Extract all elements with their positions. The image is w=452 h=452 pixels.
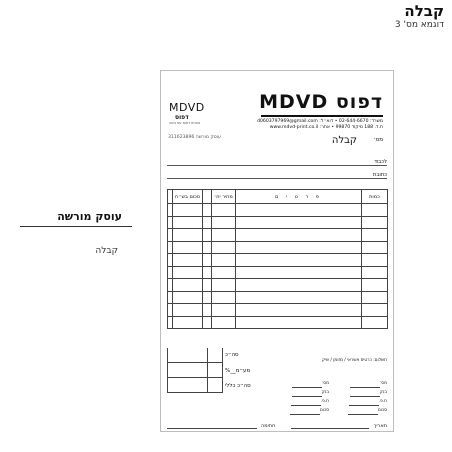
table-cell bbox=[212, 291, 236, 304]
sidebar-heading[interactable]: עוסק מורשה bbox=[57, 210, 122, 223]
contact-line-2: ת.ד. 188 מיקוד 99870 • אתר: www.mdvd-print.co.il bbox=[269, 125, 383, 130]
table-cell bbox=[173, 241, 203, 254]
table-cell bbox=[236, 266, 362, 279]
table-row bbox=[168, 279, 388, 292]
table-cell bbox=[173, 304, 203, 317]
table-cell bbox=[212, 216, 236, 229]
payment-field-label: מס׳ bbox=[379, 381, 387, 386]
payment-row bbox=[267, 378, 387, 395]
table-row bbox=[168, 204, 388, 217]
table-cell bbox=[173, 279, 203, 292]
table-row bbox=[168, 266, 388, 279]
payment-field-label: בנק bbox=[379, 390, 387, 395]
table-cell bbox=[168, 241, 173, 254]
table-cell bbox=[236, 254, 362, 267]
table-cell bbox=[212, 254, 236, 267]
payment-field-label: סכום bbox=[377, 408, 387, 413]
col-amount: סכום בש״ח bbox=[173, 190, 203, 204]
table-row bbox=[168, 304, 388, 317]
table-cell bbox=[203, 241, 212, 254]
brand-underline bbox=[261, 115, 383, 117]
table-row bbox=[168, 254, 388, 267]
payment-row bbox=[267, 369, 387, 386]
table-row bbox=[168, 229, 388, 242]
payment-field-label: סכום bbox=[319, 408, 329, 413]
total-label: סה״כ bbox=[225, 352, 239, 358]
col-amount-agorot bbox=[168, 190, 173, 204]
table-row bbox=[168, 216, 388, 229]
payment-heading: תשלום: כרטיס אשראי / מזומן / שיק bbox=[322, 358, 387, 363]
table-cell bbox=[173, 254, 203, 267]
table-cell bbox=[362, 241, 388, 254]
signature-line bbox=[167, 428, 257, 429]
table-cell bbox=[212, 266, 236, 279]
table-cell bbox=[173, 216, 203, 229]
document-number-label: מס׳ bbox=[373, 137, 383, 143]
table-cell bbox=[203, 204, 212, 217]
logo-sub: דפוס bbox=[175, 114, 189, 121]
table-cell bbox=[168, 266, 173, 279]
table-cell bbox=[212, 229, 236, 242]
payment-field-label: ת.פ. bbox=[320, 399, 329, 404]
table-cell bbox=[236, 316, 362, 329]
receipt-sheet bbox=[160, 70, 394, 432]
table-cell bbox=[212, 279, 236, 292]
address-line bbox=[167, 178, 387, 179]
payment-field-blank bbox=[348, 409, 378, 415]
col-unit-price: מחיר יח׳ bbox=[212, 190, 236, 204]
col-quantity: כמות bbox=[362, 190, 388, 204]
table-cell bbox=[168, 291, 173, 304]
table-cell bbox=[362, 216, 388, 229]
table-cell bbox=[212, 304, 236, 317]
page-title: קבלה bbox=[404, 2, 444, 20]
totals-box bbox=[167, 348, 223, 393]
logo-tagline: נותנים דפוס עם גישה bbox=[169, 121, 201, 125]
table-cell bbox=[362, 229, 388, 242]
table-cell bbox=[173, 229, 203, 242]
payment-field-label: ת.פ. bbox=[378, 399, 387, 404]
table-cell bbox=[236, 241, 362, 254]
table-cell bbox=[173, 266, 203, 279]
table-cell bbox=[236, 304, 362, 317]
col-agorot bbox=[203, 190, 212, 204]
table-cell bbox=[362, 254, 388, 267]
table-cell bbox=[236, 279, 362, 292]
table-cell bbox=[173, 204, 203, 217]
registration-number: עוסק מורשה 311623896 bbox=[168, 135, 221, 140]
table-cell bbox=[212, 204, 236, 217]
table-cell bbox=[203, 216, 212, 229]
table-cell bbox=[212, 316, 236, 329]
to-label: לכבוד bbox=[374, 159, 387, 165]
table-cell bbox=[168, 279, 173, 292]
table-cell bbox=[203, 254, 212, 267]
table-cell bbox=[203, 316, 212, 329]
table-cell bbox=[203, 291, 212, 304]
grand-total-label: סה״כ כללי bbox=[225, 383, 251, 389]
table-cell bbox=[362, 316, 388, 329]
page-subtitle: דוגמא מס' 3 bbox=[394, 20, 444, 30]
payment-row bbox=[267, 396, 387, 413]
table-cell bbox=[362, 204, 388, 217]
payment-field-label: בנק bbox=[321, 390, 329, 395]
table-cell bbox=[362, 279, 388, 292]
table-cell bbox=[203, 279, 212, 292]
table-cell bbox=[362, 304, 388, 317]
table-cell bbox=[168, 229, 173, 242]
table-row bbox=[168, 291, 388, 304]
payment-field-label: מס׳ bbox=[321, 381, 329, 386]
table-cell bbox=[173, 316, 203, 329]
table-cell bbox=[203, 266, 212, 279]
brand-name: דפוס MDVD bbox=[259, 91, 383, 113]
table-cell bbox=[236, 229, 362, 242]
vat-label: מע״מ__% bbox=[225, 368, 251, 374]
sidebar-item-receipt[interactable]: קבלה bbox=[95, 246, 118, 256]
table-cell bbox=[168, 204, 173, 217]
table-cell bbox=[212, 241, 236, 254]
table-cell bbox=[362, 291, 388, 304]
items-header-row bbox=[168, 190, 388, 204]
table-cell bbox=[203, 229, 212, 242]
signature-label: חתימה bbox=[261, 423, 276, 429]
table-cell bbox=[362, 266, 388, 279]
document-title: קבלה bbox=[331, 135, 357, 146]
payment-field-blank bbox=[290, 409, 320, 415]
items-table bbox=[167, 189, 388, 329]
logo-main: MDVD bbox=[169, 101, 205, 114]
table-cell bbox=[168, 304, 173, 317]
table-cell bbox=[168, 254, 173, 267]
table-cell bbox=[236, 216, 362, 229]
col-details: פ ר ט י ם bbox=[236, 190, 362, 204]
date-line bbox=[291, 428, 369, 429]
table-row bbox=[168, 316, 388, 329]
table-row bbox=[168, 241, 388, 254]
payment-row bbox=[267, 387, 387, 404]
date-label: תאריך bbox=[373, 423, 387, 429]
table-cell bbox=[168, 216, 173, 229]
address-label: כתובת bbox=[373, 172, 387, 178]
contact-line-1: משרד: 02-644-6670 • דוא״ל: d0603797969@gmail.com bbox=[257, 119, 383, 124]
table-cell bbox=[173, 291, 203, 304]
table-cell bbox=[203, 304, 212, 317]
table-cell bbox=[236, 291, 362, 304]
table-cell bbox=[168, 316, 173, 329]
table-cell bbox=[236, 204, 362, 217]
sidebar-divider bbox=[20, 226, 132, 227]
items-body bbox=[168, 204, 388, 329]
to-line bbox=[167, 165, 387, 166]
